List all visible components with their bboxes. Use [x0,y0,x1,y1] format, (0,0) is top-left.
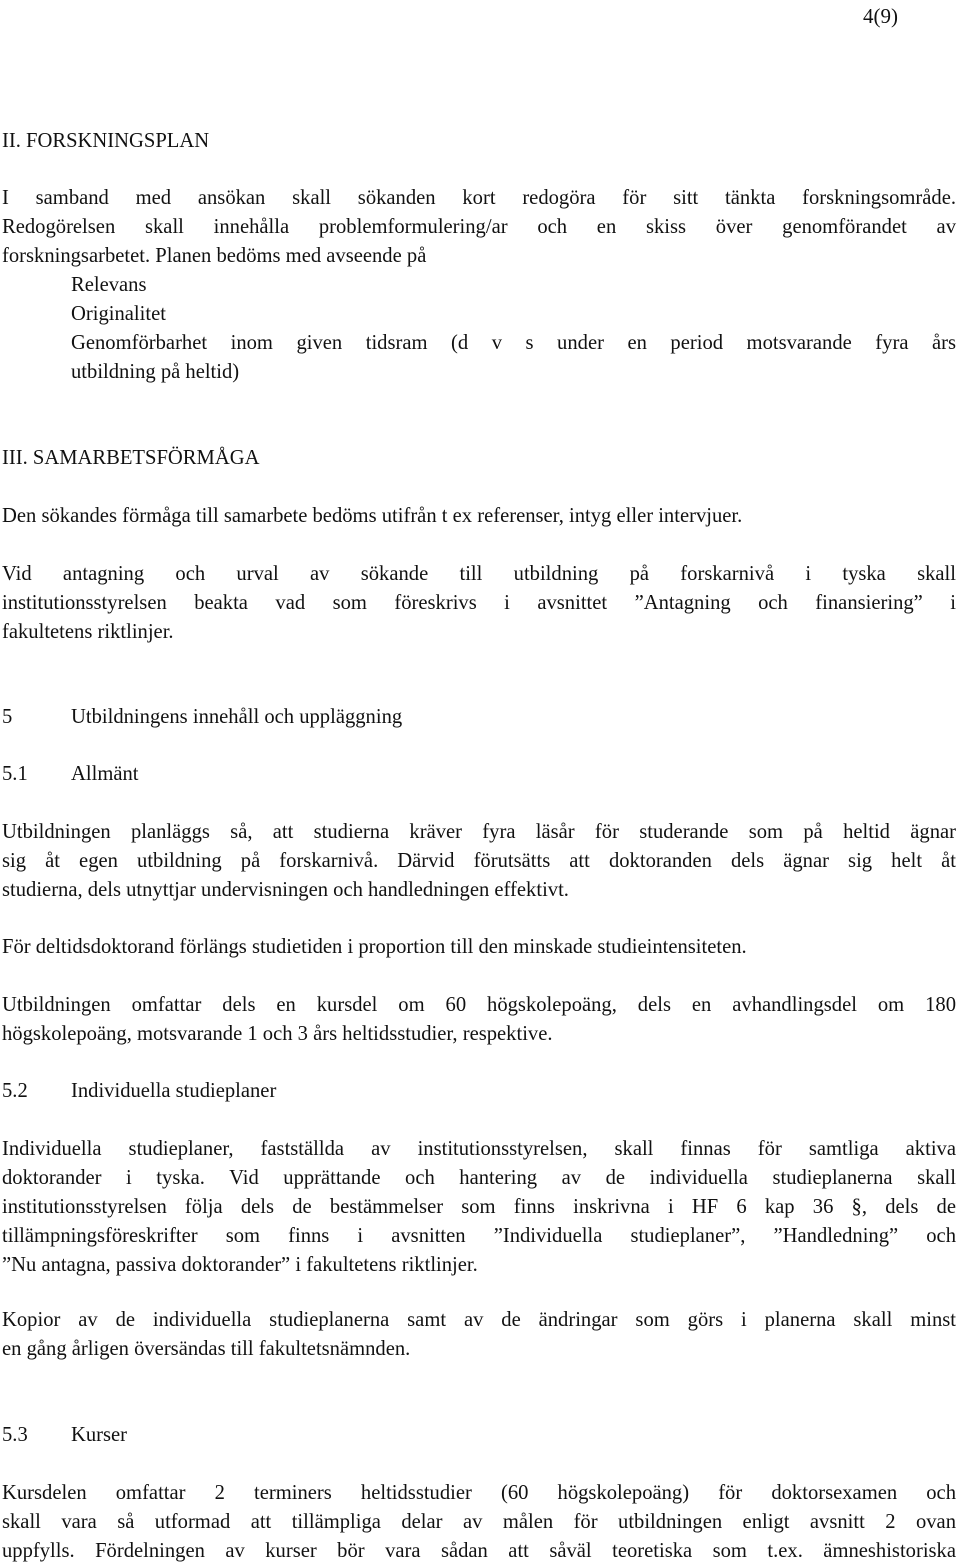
text-line: Kopior av de individuella studieplanerna samt av de ändringar som görs i planerna skall minst [2,1309,956,1331]
text-line: sig åt egen utbildning på forskarnivå. Därvid förutsätts att doktoranden dels ägnar sig helt åt [2,850,956,872]
text-line: tillämpningsföreskrifter som finns i avsnitten ”Individuella studieplaner”, ”Handledning” och [2,1225,956,1247]
section-heading-5 [2,703,402,732]
text-line: doktorander i tyska. Vid upprättande och hantering av de individuella studieplanerna skall [2,1167,956,1189]
section-title: Kurser [71,1424,128,1446]
text-line: Redogörelsen skall innehålla problemformulering/ar och en skiss över genomförandet av [2,216,956,238]
text-line: institutionsstyrelsen beakta vad som föreskrivs i avsnittet ”Antagning och finansiering” i [2,592,956,614]
criterion-item: Relevans [71,274,147,296]
text-line: ”Nu antagna, passiva doktorander” i fakultetens riktlinjer. [2,1254,478,1276]
text-line: Vid antagning och urval av sökande till utbildning på forskarnivå i tyska skall [2,563,956,585]
text-line: fakultetens riktlinjer. [2,621,174,643]
paragraph-allmant-deltid: För deltidsdoktorand förlängs studietiden i proportion till den minskade studieintensiteten. [2,936,747,958]
section-number: 5.3 [2,1424,28,1446]
text-line: en gång årligen översändas till fakultetsnämnden. [2,1338,411,1360]
text-line: skall vara så utformad att tillämpliga delar av målen för utbildningen enligt avsnitt 2 ovan [2,1511,956,1533]
paragraph-allmant-1 [2,818,956,905]
text-line: Utbildningen omfattar dels en kursdel om 60 högskolepoäng, dels en avhandlingsdel om 180 [2,994,956,1016]
paragraph-samarbete: Den sökandes förmåga till samarbete bedöms utifrån t ex referenser, intyg eller intervjuer. [2,505,743,527]
criterion-item: utbildning på heltid) [71,361,240,383]
section-number: 5.2 [2,1080,28,1102]
section-heading-samarbetsformaga: III. SAMARBETSFÖRMÅGA [2,447,260,469]
section-title: Allmänt [71,763,139,785]
paragraph-studieplaner-kopior [2,1306,956,1364]
text-line: forskningsarbetet. Planen bedöms med avseende på [2,245,427,267]
section-heading-5-3 [2,1421,127,1450]
text-line: Individuella studieplaner, fastställda av institutionsstyrelsen, skall finnas för samtliga aktiva [2,1138,956,1160]
paragraph-kurser [2,1479,956,1566]
text-line: studierna, dels utnyttjar undervisningen och handledningen effektivt. [2,879,569,901]
text-line: Utbildningen planläggs så, att studierna kräver fyra läsår för studerande som på heltid ägnar [2,821,956,843]
section-title: Utbildningens innehåll och uppläggning [71,706,403,728]
text-line: Kursdelen omfattar 2 terminers heltidsstudier (60 högskolepoäng) för doktorsexamen och [2,1482,956,1504]
section-heading-5-1 [2,760,139,789]
paragraph-antagning [2,560,956,647]
text-line: uppfylls. Fördelningen av kurser bör vara sådan att såväl teoretiska som t.ex. ämneshistoriska [2,1540,956,1562]
criterion-item: Originalitet [71,303,166,325]
section-heading-forskningsplan: II. FORSKNINGSPLAN [2,130,210,152]
text-line: högskolepoäng, motsvarande 1 och 3 års heltidsstudier, respektive. [2,1023,553,1045]
section-number: 5.1 [2,763,28,785]
section-title: Individuella studieplaner [71,1080,277,1102]
paragraph-allmant-omfattning [2,991,956,1049]
page-number: 4(9) [863,4,898,28]
section-heading-5-2 [2,1077,276,1106]
section-number: 5 [2,706,13,728]
text-line: I samband med ansökan skall sökanden kort redogöra för sitt tänkta forskningsområde. [2,187,956,209]
criterion-item: Genomförbarhet inom given tidsram (d v s under en period motsvarande fyra års [71,332,956,354]
paragraph-studieplaner-1 [2,1135,956,1280]
text-line: institutionsstyrelsen följa dels de bestämmelser som finns inskrivna i HF 6 kap 36 §, dels de [2,1196,956,1218]
paragraph-forskningsplan-intro [2,184,956,271]
criteria-list [2,271,956,387]
